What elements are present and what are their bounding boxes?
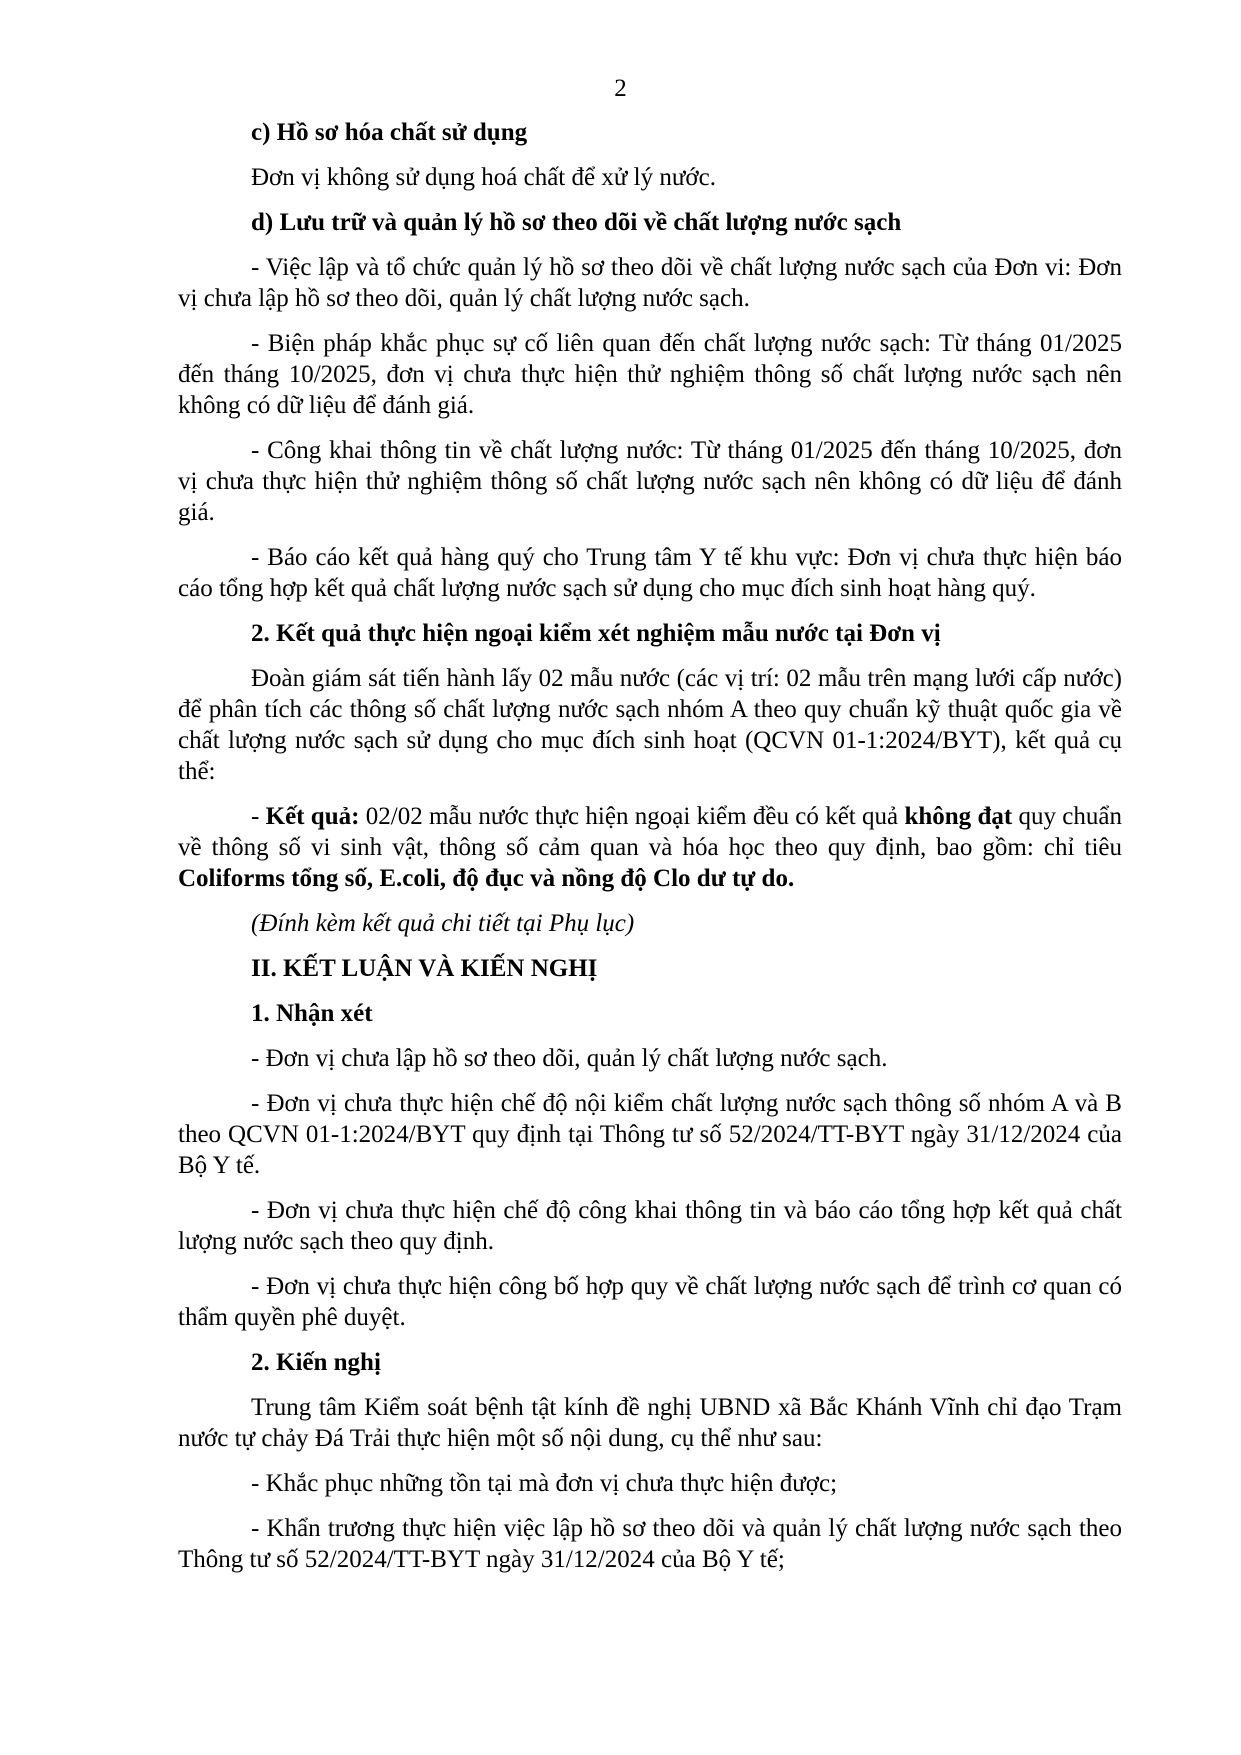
recommendations-item: - Khẩn trương thực hiện việc lập hồ sơ theo dõi và quản lý chất lượng nước sạch theo Thông tư số 52/2024/TT-BYT ngày 31/12/2024 của Bộ Y tế;: [178, 1515, 1122, 1573]
results-text-1: 02/02 mẫu nước thực hiện ngoại kiểm đều có kết quả: [359, 803, 905, 830]
section-c-heading: c) Hồ sơ hóa chất sử dụng: [251, 119, 528, 146]
remarks-item: - Đơn vị chưa thực hiện chế độ công khai thông tin và báo cáo tổng hợp kết quả chất lượng nước sạch theo quy định.: [178, 1197, 1122, 1255]
results-indicators: Coliforms tổng số, E.coli, độ đục và nồng độ Clo dư tự do.: [178, 865, 795, 892]
section-d-item: - Biện pháp khắc phục sự cố liên quan đến chất lượng nước sạch: Từ tháng 01/2025 đến tháng 10/2025, đơn vị chưa thực hiện thử nghiệm thông số chất lượng nước sạch nên không có dữ liệu để đánh giá.: [178, 330, 1122, 419]
recommendations-item: - Khắc phục những tồn tại mà đơn vị chưa thực hiện được;: [251, 1470, 838, 1497]
section-d-heading: d) Lưu trữ và quản lý hồ sơ theo dõi về chất lượng nước sạch: [251, 209, 902, 236]
results-prefix: -: [251, 803, 266, 830]
document-body: [178, 117, 1122, 1589]
recommendations-intro: Trung tâm Kiểm soát bệnh tật kính đề nghị UBND xã Bắc Khánh Vĩnh chỉ đạo Trạm nước tự chảy Đá Trải thực hiện một số nội dung, cụ thể như sau:: [178, 1394, 1122, 1452]
remarks-item: - Đơn vị chưa thực hiện chế độ nội kiểm chất lượng nước sạch thông số nhóm A và B theo QCVN 01-1:2024/BYT quy định tại Thông tư số 52/2024/TT-BYT ngày 31/12/2024 của Bộ Y tế.: [178, 1090, 1122, 1179]
remarks-heading: 1. Nhận xét: [251, 1000, 373, 1027]
section-ii-heading: II. KẾT LUẬN VÀ KIẾN NGHỊ: [251, 955, 598, 982]
section-d-item: - Công khai thông tin về chất lượng nước: Từ tháng 01/2025 đến tháng 10/2025, đơn vị chưa thực hiện thử nghiệm thông số chất lượng nước sạch nên không có dữ liệu để đánh giá.: [178, 437, 1122, 526]
page-number: 2: [614, 75, 627, 102]
results-heading: 2. Kết quả thực hiện ngoại kiểm xét nghiệm mẫu nước tại Đơn vị: [251, 620, 941, 647]
results-not-passed: không đạt: [904, 803, 1013, 830]
attachment-note: (Đính kèm kết quả chi tiết tại Phụ lục): [251, 910, 635, 937]
section-d-item: - Việc lập và tổ chức quản lý hồ sơ theo dõi về chất lượng nước sạch của Đơn vi: Đơn vị chưa lập hồ sơ theo dõi, quản lý chất lượng nước sạch.: [178, 254, 1122, 312]
results-paragraph: [178, 801, 1122, 894]
results-intro: Đoàn giám sát tiến hành lấy 02 mẫu nước (các vị trí: 02 mẫu trên mạng lưới cấp nước) để phân tích các thông số chất lượng nước sạch nhóm A theo quy chuẩn kỹ thuật quốc gia về chất lượng nước sạch sử dụng cho mục đích sinh hoạt (QCVN 01-1:2024/BYT), kết quả cụ thể:: [178, 665, 1122, 785]
remarks-item: - Đơn vị chưa lập hồ sơ theo dõi, quản lý chất lượng nước sạch.: [251, 1045, 888, 1072]
section-d-item: - Báo cáo kết quả hàng quý cho Trung tâm Y tế khu vực: Đơn vị chưa thực hiện báo cáo tổng hợp kết quả chất lượng nước sạch sử dụng cho mục đích sinh hoạt hàng quý.: [178, 544, 1122, 602]
recommendations-heading: 2. Kiến nghị: [251, 1349, 381, 1376]
results-text-2: quy chuẩn về thông số vi sinh vật, thông số cảm quan và hóa học theo quy định, bao gồm: chỉ tiêu: [178, 803, 1123, 861]
results-label: Kết quả:: [265, 803, 360, 830]
remarks-item: - Đơn vị chưa thực hiện công bố hợp quy về chất lượng nước sạch để trình cơ quan có thẩm quyền phê duyệt.: [178, 1273, 1122, 1331]
section-c-text: Đơn vị không sử dụng hoá chất để xử lý nước.: [251, 164, 716, 191]
